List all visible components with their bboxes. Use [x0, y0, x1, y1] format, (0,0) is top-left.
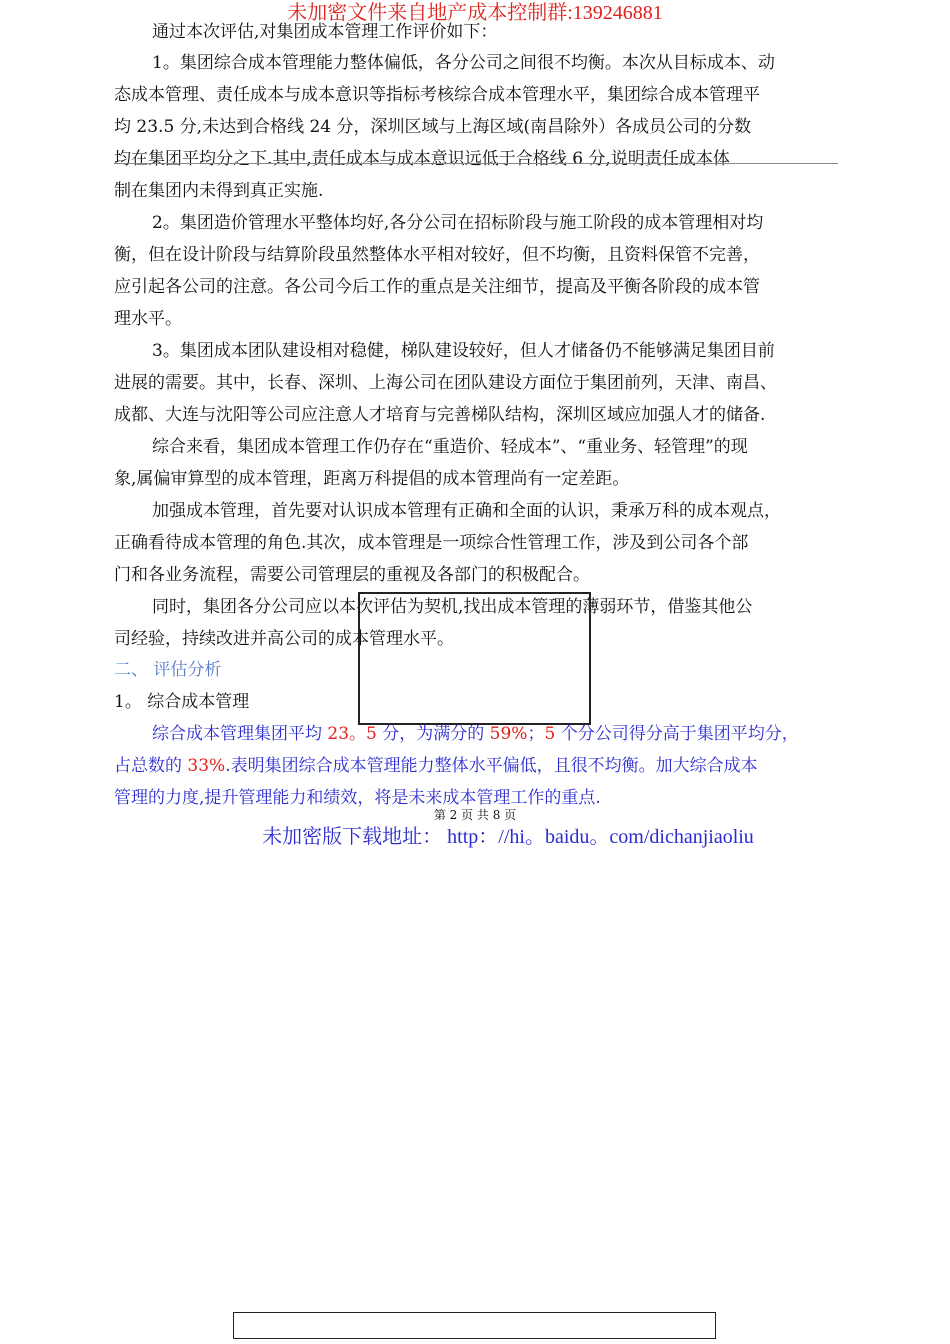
page-footer: 第 2 页 共 8 页 [433, 808, 517, 822]
company-count: 5 [544, 724, 556, 744]
p1-line-1: 1。集团综合成本管理能力整体偏低，各分公司之间很不均衡。本次从目标成本、动 [152, 53, 775, 73]
summary-text: ； [527, 724, 545, 744]
average-score: 23。5 [327, 724, 377, 744]
summary-text: 占总数的 [114, 756, 188, 776]
p2-line-2: 衡，但在设计阶段与结算阶段虽然整体水平相对较好，但不均衡，且资料保管不完善， [114, 245, 760, 265]
p1-line-5: 制在集团内未得到真正实施. [114, 181, 324, 201]
p3-line-1: 3。集团成本团队建设相对稳健，梯队建设较好，但人才储备仍不能够满足集团目前 [152, 341, 775, 361]
p2-line-3: 应引起各公司的注意。各公司今后工作的重点是关注细节，提高及平衡各阶段的成本管 [114, 277, 760, 297]
p3-line-2: 进展的需要。其中，长春、深圳、上海公司在团队建设方面位于集团前列，天津、南昌、 [114, 373, 777, 393]
section-heading: 二、 评估分析 [114, 660, 222, 680]
p3-line-3: 成都、大连与沈阳等公司应注意人才培育与完善梯队结构，深圳区域应加强人才的储备. [114, 405, 766, 425]
intro-line: 通过本次评估,对集团成本管理工作评价如下： [152, 22, 498, 42]
p1-line-3: 均 23.5 分,未达到合格线 24 分，深圳区域与上海区域(南昌除外）各成员公司的分数 [114, 117, 752, 137]
p6-line-2: 司经验，持续改进并高公司的成本管理水平。 [114, 629, 454, 649]
summary-line-3: 管理的力度,提升管理能力和绩效，将是未来成本管理工作的重点. [114, 788, 601, 808]
summary-line-1 [152, 722, 799, 746]
p2-line-4: 理水平。 [114, 309, 182, 329]
summary-text: 分，为满分的 [376, 724, 490, 744]
bottom-box [233, 1312, 716, 1339]
summary-text: .表明集团综合成本管理能力整体水平偏低，且很不均衡。加大综合成本 [225, 756, 758, 776]
subsection-heading: 1。 综合成本管理 [114, 692, 250, 712]
p4-line-1: 综合来看，集团成本管理工作仍存在“重造价、轻成本”、“重业务、轻管理”的现 [152, 437, 748, 457]
p5-line-2: 正确看待成本管理的角色.其次，成本管理是一项综合性管理工作，涉及到公司各个部 [114, 533, 749, 553]
p2-line-1: 2。集团造价管理水平整体均好,各分公司在招标阶段与施工阶段的成本管理相对均 [152, 213, 764, 233]
summary-text: 综合成本管理集团平均 [152, 724, 328, 744]
watermark-top: 未加密文件来自地产成本控制群:139246881 [287, 2, 663, 24]
company-percentage: 33% [187, 756, 226, 776]
summary-text: 个分公司得分高于集团平均分， [555, 724, 799, 744]
p1-line-4: 均在集团平均分之下.其中,责任成本与成本意识远低于合格线 6 分,说明责任成本体 [114, 149, 730, 169]
p1-line-2: 态成本管理、责任成本与成本意识等指标考核综合成本管理水平，集团综合成本管理平 [114, 85, 760, 105]
score-percentage: 59% [489, 724, 528, 744]
p6-line-1: 同时，集团各分公司应以本次评估为契机,找出成本管理的薄弱环节，借鉴其他公 [152, 597, 753, 617]
p5-line-3: 门和各业务流程，需要公司管理层的重视及各部门的积极配合。 [114, 565, 590, 585]
p5-line-1: 加强成本管理，首先要对认识成本管理有正确和全面的认识，秉承万科的成本观点， [152, 501, 781, 521]
p4-line-2: 象,属偏审算型的成本管理，距离万科提倡的成本管理尚有一定差距。 [114, 469, 630, 489]
empty-frame-box [358, 592, 591, 725]
summary-line-2 [114, 754, 758, 778]
download-link[interactable]: 未加密版下载地址： http：//hi。baidu。com/dichanjiaoliu [262, 826, 754, 848]
text-rule [114, 163, 838, 164]
